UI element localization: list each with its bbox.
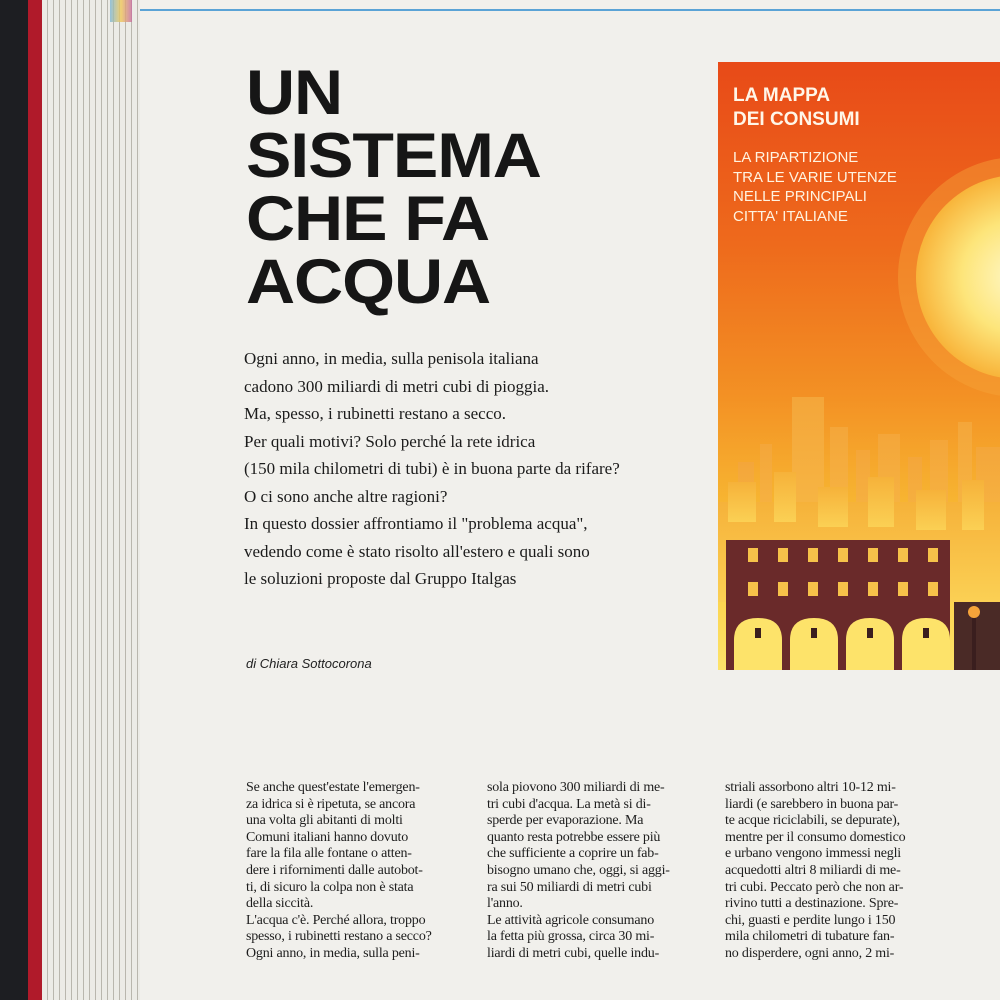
poster-title-line: DEI CONSUMI: [733, 109, 860, 130]
body-line: tri cubi. Peccato però che non ar-: [725, 879, 904, 895]
body-line: L'acqua c'è. Perché allora, troppo: [246, 912, 426, 928]
body-line: ra sui 50 miliardi di metri cubi: [487, 879, 652, 895]
body-column-3: [725, 780, 955, 963]
body-column-1: [246, 780, 476, 963]
intro-line: (150 mila chilometri di tubi) è in buona parte da rifare?: [244, 459, 620, 478]
book-spine: [0, 0, 28, 1000]
intro-paragraph: [244, 345, 704, 593]
body-line: liardi di metri cubi, quelle indu-: [487, 945, 660, 961]
body-line: dere i rifornimenti dalle autobot-: [246, 862, 423, 878]
body-line: sperde per evaporazione. Ma: [487, 813, 644, 829]
body-line: liardi (e sarebbero in buona par-: [725, 796, 899, 812]
body-line: no disperdere, ogni anno, 2 mi-: [725, 945, 895, 961]
intro-line: vedendo come è stato risolto all'estero e quali sono: [244, 541, 590, 561]
poster-subtitle-line: CITTA' ITALIANE: [733, 207, 848, 225]
page-stack-edges: [42, 0, 142, 1000]
body-line: l'anno.: [487, 896, 523, 912]
book-cover-edge: [28, 0, 42, 1000]
body-line: mila chilometri di tubature fan-: [725, 929, 895, 945]
intro-line: le soluzioni proposte dal Gruppo Italgas: [244, 569, 517, 588]
body-line: spesso, i rubinetti restano a secco?: [246, 929, 432, 945]
body-line: fare la fila alle fontane o atten-: [246, 846, 412, 862]
body-line: che sufficiente a coprire un fab-: [487, 846, 659, 862]
poster-title: [733, 84, 860, 132]
body-column-2: [487, 780, 717, 963]
body-line: striali assorbono altri 10-12 mi-: [725, 780, 896, 795]
intro-line: cadono 300 miliardi di metri cubi di pioggia.: [244, 376, 549, 396]
headline: [246, 58, 541, 317]
headline-line: ACQUA: [246, 247, 491, 317]
poster-title-line: LA MAPPA: [733, 85, 831, 106]
poster-subtitle-line: NELLE PRINCIPALI: [733, 188, 867, 205]
poster-illustration: [718, 62, 1000, 670]
body-line: una volta gli abitanti di molti: [246, 813, 403, 829]
poster-subtitle-line: LA RIPARTIZIONE: [733, 149, 859, 166]
body-line: Ogni anno, in media, sulla peni-: [246, 945, 420, 961]
body-line: Se anche quest'estate l'emergen-: [246, 780, 420, 795]
body-line: te acque riciclabili, se depurate),: [725, 813, 900, 829]
body-line: ti, di sicuro la colpa non è stata: [246, 879, 414, 895]
intro-line: In questo dossier affrontiamo il "problema acqua",: [244, 514, 588, 533]
poster-subtitle: [733, 148, 897, 226]
headline-line: UN: [246, 58, 343, 128]
body-line: chi, guasti e perdite lungo i 150: [725, 912, 896, 928]
body-line: sola piovono 300 miliardi di me-: [487, 780, 665, 795]
headline-line: CHE FA: [246, 184, 490, 254]
body-line: mentre per il consumo domestico: [725, 829, 906, 845]
headline-line: SISTEMA: [246, 121, 541, 191]
body-line: bisogno umano che, oggi, si aggi-: [487, 862, 670, 878]
body-line: rivino tutti a destinazione. Spre-: [725, 896, 899, 912]
body-line: acquedotti altri 8 miliardi di me-: [725, 862, 901, 878]
intro-line: Per quali motivi? Solo perché la rete idrica: [244, 431, 536, 451]
body-line: la fetta più grossa, circa 30 mi-: [487, 929, 655, 945]
poster-subtitle-line: TRA LE VARIE UTENZE: [733, 168, 897, 186]
top-rule: [140, 9, 1000, 11]
intro-line: Ma, spesso, i rubinetti restano a secco.: [244, 404, 507, 423]
body-line: Comuni italiani hanno dovuto: [246, 829, 408, 845]
body-line: della siccità.: [246, 896, 314, 912]
body-line: Le attività agricole consumano: [487, 912, 654, 928]
intro-line: O ci sono anche altre ragioni?: [244, 486, 448, 506]
intro-line: Ogni anno, in media, sulla penisola italiana: [244, 349, 539, 368]
body-line: za idrica si è ripetuta, se ancora: [246, 796, 416, 812]
page-edge-tabs: [110, 0, 132, 22]
body-line: quanto resta potrebbe essere più: [487, 829, 661, 845]
byline: di Chiara Sottocorona: [246, 656, 372, 671]
body-line: tri cubi d'acqua. La metà si di-: [487, 796, 651, 812]
body-line: e urbano vengono immessi negli: [725, 846, 901, 862]
